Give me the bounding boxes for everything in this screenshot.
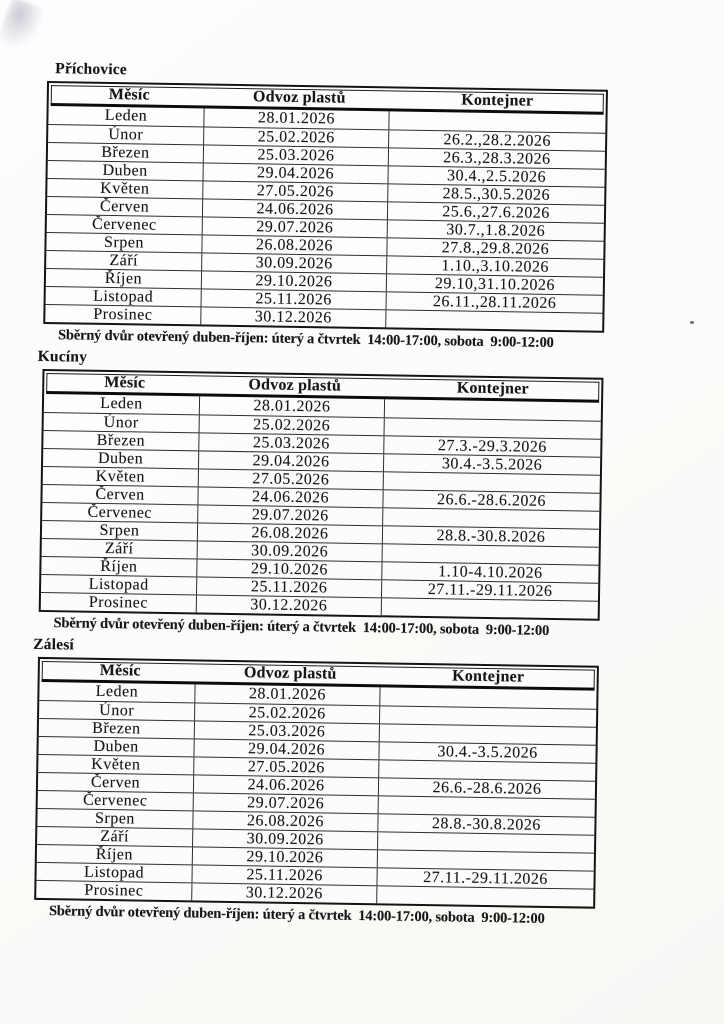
container-dates-cell (385, 399, 601, 420)
container-dates-cell (378, 850, 594, 870)
month-cell: Leden (39, 682, 195, 702)
plastic-pickup-date-cell: 29.07.2026 (198, 505, 383, 525)
month-cell: Březen (43, 431, 199, 450)
location-title: Kucíny (37, 347, 88, 366)
plastic-pickup-date-cell: 29.04.2026 (199, 451, 384, 471)
container-dates-cell (383, 544, 599, 564)
schedule-table (34, 657, 599, 909)
container-dates-cell: 1.10.,3.10.2026 (441, 257, 550, 276)
plastic-pickup-date-cell: 27.05.2026 (199, 469, 384, 489)
month-cell: Březen (39, 719, 195, 738)
container-dates-cell (389, 111, 605, 132)
month-cell: Prosinec (36, 881, 192, 900)
container-dates-cell (378, 832, 594, 852)
column-header-month: Měsíc (108, 85, 150, 104)
container-dates-cell (379, 796, 595, 816)
plastic-pickup-date-cell: 24.06.2026 (198, 487, 383, 507)
column-header-month: Měsíc (104, 373, 146, 392)
container-dates-cell: 26.11.,28.11.2026 (432, 293, 557, 313)
plastic-pickup-date-cell: 25.11.2026 (202, 289, 387, 309)
schedule-table (39, 369, 604, 621)
column-header-plastic-pickup: Odvoz plastů (252, 88, 346, 107)
schedule-section-prichovice (43, 60, 724, 355)
month-cell: Srpen (42, 521, 198, 540)
container-dates-cell (385, 418, 601, 438)
month-cell: Leden (44, 394, 200, 414)
plastic-pickup-date-cell: 29.10.2026 (202, 271, 387, 291)
plastic-pickup-date-cell: 30.12.2026 (197, 595, 382, 615)
location-title: Příchovice (55, 60, 128, 79)
month-cell: Červen (38, 773, 194, 792)
plastic-pickup-date-cell: 30.12.2026 (201, 307, 386, 327)
plastic-pickup-date-cell: 30.09.2026 (193, 829, 378, 849)
plastic-pickup-date-cell: 29.04.2026 (204, 163, 389, 183)
container-dates-cell (386, 310, 602, 330)
column-header-container: Kontejner (461, 91, 534, 110)
plastic-pickup-date-cell: 27.05.2026 (194, 757, 379, 777)
month-cell: Duben (48, 161, 204, 180)
plastic-pickup-date-cell: 28.01.2026 (195, 684, 380, 705)
month-cell: Květen (47, 179, 203, 198)
schedule-section-zalesi (34, 636, 724, 931)
plastic-pickup-date-cell: 29.10.2026 (197, 559, 382, 579)
container-dates-cell: 29.10,31.10.2026 (434, 275, 556, 295)
container-dates-cell: 30.4.,2.5.2026 (446, 167, 547, 186)
plastic-pickup-date-cell: 27.05.2026 (203, 181, 388, 201)
plastic-pickup-date-cell: 26.08.2026 (202, 235, 387, 255)
container-dates-cell: 1.10-4.10.2026 (438, 563, 543, 582)
table-body (41, 394, 601, 619)
column-header-container: Kontejner (456, 379, 529, 398)
month-cell: Duben (38, 737, 194, 756)
container-dates-cell: 26.6.-28.6.2026 (432, 779, 542, 798)
month-cell: Říjen (37, 845, 193, 864)
container-dates-cell: 27.11.-29.11.2026 (427, 581, 553, 601)
month-cell: Říjen (41, 557, 197, 576)
column-header-plastic-pickup: Odvoz plastů (248, 376, 342, 395)
month-cell: Červen (42, 485, 198, 504)
container-dates-cell: 28.5.,30.5.2026 (442, 185, 551, 204)
column-header-container: Kontejner (452, 667, 525, 686)
container-dates-cell: 27.8.,29.8.2026 (441, 239, 550, 258)
plastic-pickup-date-cell: 30.12.2026 (192, 883, 377, 903)
container-dates-cell: 26.6.-28.6.2026 (436, 491, 547, 510)
month-cell: Listopad (41, 575, 197, 594)
plastic-pickup-date-cell: 25.03.2026 (199, 433, 384, 453)
month-cell: Červen (47, 197, 203, 216)
plastic-pickup-date-cell: 25.02.2026 (204, 127, 389, 147)
container-dates-cell (380, 724, 596, 744)
plastic-pickup-date-cell: 30.09.2026 (198, 541, 383, 561)
plastic-pickup-date-cell: 28.01.2026 (200, 396, 385, 417)
schedule-table (43, 81, 608, 333)
plastic-pickup-date-cell: 26.08.2026 (198, 523, 383, 543)
month-cell: Září (37, 827, 193, 846)
month-cell: Květen (43, 467, 199, 486)
month-cell: Červenec (42, 503, 198, 522)
container-dates-cell: 26.3.,28.3.2026 (443, 149, 551, 168)
opening-hours-note: Sběrný dvůr otevřený duben-říjen: úterý a čtvrtek 14:00-17:00, sobota 9:00-12:00 (53, 615, 550, 639)
container-dates-cell: 25.6.,27.6.2026 (442, 203, 550, 222)
container-dates-cell: 28.8.-30.8.2026 (431, 815, 541, 834)
month-cell: Srpen (46, 233, 202, 252)
plastic-pickup-date-cell: 25.03.2026 (204, 145, 389, 165)
container-dates-cell (380, 687, 596, 708)
table-body (36, 682, 596, 907)
column-header-plastic-pickup: Odvoz plastů (243, 664, 337, 683)
container-dates-cell (384, 472, 600, 492)
container-dates-cell (377, 886, 593, 906)
container-dates-cell: 27.11.-29.11.2026 (423, 869, 549, 888)
plastic-pickup-date-cell: 29.07.2026 (203, 217, 388, 237)
month-cell: Říjen (46, 269, 202, 288)
month-cell: Červenec (47, 215, 203, 234)
container-dates-cell (383, 508, 599, 528)
plastic-pickup-date-cell: 25.03.2026 (195, 721, 380, 741)
month-cell: Květen (38, 755, 194, 774)
container-dates-cell: 27.3.-29.3.2026 (437, 437, 547, 456)
plastic-pickup-date-cell: 25.02.2026 (195, 703, 380, 723)
schedule-section-kuciny (38, 348, 724, 643)
container-dates-cell (379, 760, 595, 780)
location-title: Zálesí (33, 635, 75, 654)
month-cell: Únor (44, 413, 200, 432)
month-cell: Listopad (46, 287, 202, 306)
month-cell: Duben (43, 449, 199, 468)
plastic-pickup-date-cell: 29.10.2026 (193, 847, 378, 867)
month-cell: Listopad (36, 863, 192, 882)
plastic-pickup-date-cell: 29.07.2026 (194, 793, 379, 813)
month-cell: Srpen (37, 809, 193, 828)
container-dates-cell: 26.2.,28.2.2026 (443, 131, 552, 150)
plastic-pickup-date-cell: 30.09.2026 (202, 253, 387, 273)
column-header-month: Měsíc (99, 661, 141, 680)
month-cell: Únor (48, 125, 204, 144)
month-cell: Leden (48, 106, 204, 126)
plastic-pickup-date-cell: 29.04.2026 (194, 739, 379, 759)
month-cell: Prosinec (45, 305, 201, 324)
container-dates-cell: 28.8.-30.8.2026 (436, 527, 546, 546)
month-cell: Únor (39, 701, 195, 720)
plastic-pickup-date-cell: 25.11.2026 (197, 577, 382, 597)
container-dates-cell (382, 598, 598, 618)
opening-hours-note: Sběrný dvůr otevřený duben-říjen: úterý a čtvrtek 14:00-17:00, sobota 9:00-12:00 (48, 903, 545, 927)
month-cell: Prosinec (41, 593, 197, 612)
month-cell: Březen (48, 143, 204, 162)
plastic-pickup-date-cell: 24.06.2026 (203, 199, 388, 219)
plastic-pickup-date-cell: 24.06.2026 (194, 775, 379, 795)
plastic-pickup-date-cell: 25.11.2026 (192, 865, 377, 885)
month-cell: Září (46, 251, 202, 270)
container-dates-cell (380, 706, 596, 726)
plastic-pickup-date-cell: 26.08.2026 (193, 811, 378, 831)
table-body (45, 106, 605, 331)
plastic-pickup-date-cell: 28.01.2026 (204, 108, 389, 129)
container-dates-cell: 30.7.,1.8.2026 (446, 221, 546, 240)
plastic-pickup-date-cell: 25.02.2026 (200, 415, 385, 435)
container-dates-cell: 30.4.-3.5.2026 (437, 743, 538, 762)
container-dates-cell: 30.4.-3.5.2026 (441, 455, 543, 474)
month-cell: Září (42, 539, 198, 558)
month-cell: Červenec (38, 791, 194, 810)
opening-hours-note: Sběrný dvůr otevřený duben-říjen: úterý a čtvrtek 14:00-17:00, sobota 9:00-12:00 (57, 327, 554, 351)
